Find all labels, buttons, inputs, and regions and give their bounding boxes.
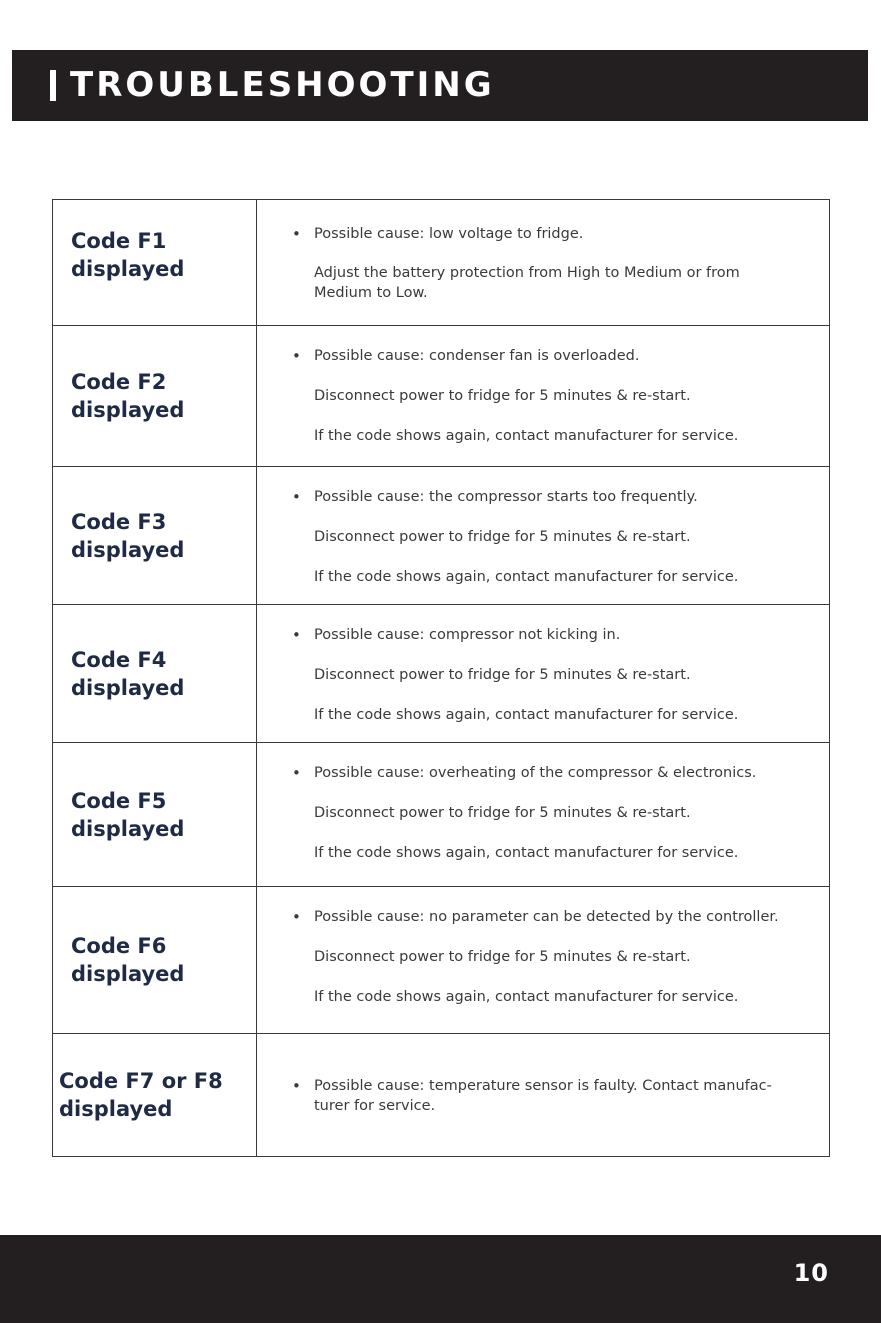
description-cell	[257, 200, 829, 325]
table-row	[53, 887, 829, 1034]
error-code-label: Code F5 displayed	[71, 788, 185, 841]
description-cell	[257, 743, 829, 886]
remedy-text: Disconnect power to fridge for 5 minutes & re-start.	[314, 388, 691, 404]
remedy-text: If the code shows again, contact manufacturer for service.	[314, 707, 739, 723]
description-cell	[257, 887, 829, 1033]
description-cell	[257, 1034, 829, 1156]
description-cell	[257, 605, 829, 742]
code-cell	[53, 1034, 257, 1156]
remedy-text: Disconnect power to fridge for 5 minutes & re-start.	[314, 667, 691, 683]
troubleshooting-table	[52, 199, 830, 1157]
error-code-label: Code F4 displayed	[71, 647, 185, 700]
footer-bar	[0, 1235, 881, 1323]
code-cell	[53, 743, 257, 886]
remedy-text: If the code shows again, contact manufacturer for service.	[314, 428, 739, 444]
possible-cause: • Possible cause: the compressor starts too frequently.	[314, 487, 799, 507]
remedy-text: If the code shows again, contact manufacturer for service.	[314, 845, 739, 861]
code-cell	[53, 887, 257, 1033]
error-code-label: Code F6 displayed	[71, 934, 185, 986]
error-code-label: Code F2 displayed	[71, 370, 185, 422]
error-code-label: Code F3 displayed	[71, 509, 185, 562]
code-cell	[53, 326, 257, 466]
error-code-label: Code F7 or F8 displayed	[59, 1069, 223, 1121]
page-title: TROUBLESHOOTING	[70, 65, 495, 105]
page-number: 10	[793, 1259, 829, 1287]
table-row	[53, 200, 829, 326]
description-cell	[257, 467, 829, 604]
header-bar	[12, 50, 868, 121]
possible-cause: • Possible cause: temperature sensor is faulty. Contact manufac-turer for service.	[314, 1076, 799, 1116]
remedy-text: If the code shows again, contact manufacturer for service.	[314, 989, 739, 1005]
possible-cause: • Possible cause: low voltage to fridge.	[314, 224, 799, 244]
remedy-text: Adjust the battery protection from High to Medium or from Medium to Low.	[314, 265, 740, 301]
table-row	[53, 1034, 829, 1156]
table-row	[53, 605, 829, 743]
possible-cause: • Possible cause: overheating of the compressor & electronics.	[314, 763, 799, 783]
code-cell	[53, 467, 257, 604]
remedy-text: Disconnect power to fridge for 5 minutes & re-start.	[314, 949, 691, 965]
table-row	[53, 326, 829, 467]
table-row	[53, 467, 829, 605]
table-row	[53, 743, 829, 887]
remedy-text: If the code shows again, contact manufacturer for service.	[314, 569, 739, 585]
possible-cause: • Possible cause: condenser fan is overloaded.	[314, 346, 799, 366]
header-accent-bar	[50, 70, 56, 101]
possible-cause: • Possible cause: no parameter can be detected by the controller.	[314, 907, 799, 927]
code-cell	[53, 605, 257, 742]
possible-cause: • Possible cause: compressor not kicking in.	[314, 625, 799, 645]
code-cell	[53, 200, 257, 325]
remedy-text: Disconnect power to fridge for 5 minutes & re-start.	[314, 529, 691, 545]
remedy-text: Disconnect power to fridge for 5 minutes & re-start.	[314, 805, 691, 821]
description-cell	[257, 326, 829, 466]
error-code-label: Code F1 displayed	[71, 229, 185, 281]
